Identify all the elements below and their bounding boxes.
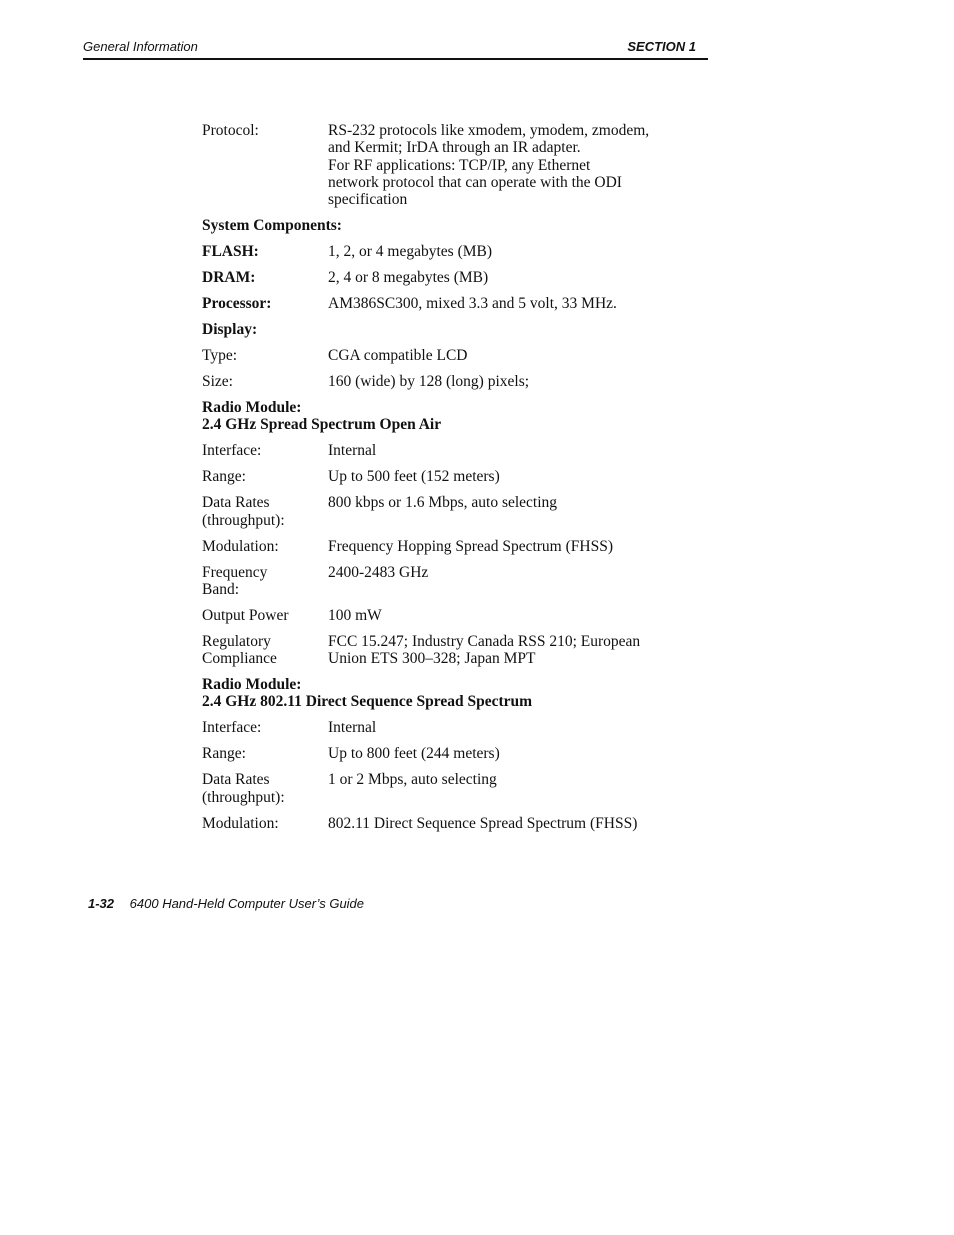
spec-label: FLASH: (202, 243, 259, 261)
spec-label: DRAM: (202, 269, 256, 287)
spec-label: Modulation: (202, 537, 279, 555)
heading-line: 2.4 GHz Spread Spectrum Open Air (202, 416, 442, 434)
spec-label-line: (throughput): (202, 788, 285, 806)
spec-label-line: Band: (202, 580, 240, 598)
spec-value: 800 kbps or 1.6 Mbps, auto selecting (328, 494, 558, 512)
spec-label (202, 494, 328, 529)
spec-label-line: Compliance (202, 650, 277, 668)
spec-value: 2400-2483 GHz (328, 563, 429, 581)
spec-value: 2, 4 or 8 megabytes (MB) (328, 269, 489, 287)
page-number: 1-32 (88, 896, 115, 911)
section-heading-radio-dsss (202, 676, 702, 711)
spec-row-range (202, 745, 702, 762)
spec-row-dram (202, 269, 702, 286)
spec-label: Size: (202, 373, 233, 391)
header-section-title: General Information (83, 39, 198, 54)
spec-label-line: Frequency (202, 563, 268, 581)
spec-label: Protocol: (202, 122, 259, 139)
heading-line: 2.4 GHz 802.11 Direct Sequence Spread Spectrum (202, 693, 533, 711)
section-heading-radio-open-air (202, 399, 702, 434)
spec-label: Type: (202, 347, 238, 365)
spec-value-line: and Kermit; IrDA through an IR adapter. (328, 139, 581, 157)
spec-label: Output Power (202, 606, 289, 624)
spec-value-line: RS-232 protocols like xmodem, ymodem, zmodem, (328, 122, 650, 139)
spec-label: Modulation: (202, 814, 279, 832)
spec-value: 160 (wide) by 128 (long) pixels; (328, 373, 530, 391)
spec-row-data-rates (202, 494, 702, 529)
spec-value: Frequency Hopping Spread Spectrum (FHSS) (328, 537, 613, 555)
spec-row-frequency-band (202, 564, 702, 599)
spec-value-line: For RF applications: TCP/IP, any Ethernet (328, 156, 591, 174)
spec-label (202, 771, 328, 806)
spec-content (202, 122, 702, 841)
header-section-number: SECTION 1 (627, 39, 696, 54)
spec-row-range (202, 468, 702, 485)
spec-row-regulatory (202, 633, 702, 668)
spec-value: Internal (328, 719, 377, 737)
spec-value: Internal (328, 442, 377, 460)
spec-row-interface (202, 719, 702, 736)
page-header (83, 38, 708, 60)
spec-label-line: Data Rates (202, 771, 270, 789)
spec-row-interface (202, 442, 702, 459)
spec-value: Up to 800 feet (244 meters) (328, 745, 500, 763)
spec-value (328, 122, 702, 208)
spec-row-display-type (202, 347, 702, 364)
heading-line: Radio Module: (202, 676, 302, 694)
spec-value: 1, 2, or 4 megabytes (MB) (328, 243, 493, 261)
spec-label: Range: (202, 745, 246, 763)
spec-label: Interface: (202, 719, 262, 737)
spec-value: 1 or 2 Mbps, auto selecting (328, 771, 497, 789)
spec-label: Interface: (202, 442, 262, 460)
spec-value: Up to 500 feet (152 meters) (328, 468, 500, 486)
spec-label-line: (throughput): (202, 511, 285, 529)
spec-row-data-rates (202, 771, 702, 806)
spec-row-modulation (202, 538, 702, 555)
spec-label-line: Data Rates (202, 494, 270, 512)
spec-row-processor (202, 295, 702, 312)
spec-label-line: Regulatory (202, 632, 271, 650)
spec-value: CGA compatible LCD (328, 347, 468, 365)
spec-row-flash (202, 243, 702, 260)
spec-value: 802.11 Direct Sequence Spread Spectrum (FHSS) (328, 814, 638, 832)
heading-line: Radio Module: (202, 399, 302, 417)
spec-value-line: network protocol that can operate with the ODI (328, 173, 622, 191)
document-title: 6400 Hand-Held Computer User’s Guide (129, 896, 365, 911)
spec-label: Processor: (202, 295, 272, 313)
spec-label: Range: (202, 468, 246, 486)
section-heading-display: Display: (202, 321, 258, 339)
spec-label (202, 564, 328, 599)
spec-value-line: Union ETS 300–328; Japan MPT (328, 650, 536, 668)
spec-value-line: FCC 15.247; Industry Canada RSS 210; European (328, 632, 641, 650)
spec-row-modulation (202, 815, 702, 832)
spec-row-output-power (202, 607, 702, 624)
spec-value (328, 633, 702, 668)
spec-label (202, 633, 328, 668)
spec-value-line: specification (328, 191, 408, 209)
page-footer (88, 896, 364, 911)
section-heading-system-components: System Components: (202, 217, 342, 235)
spec-row-display-size (202, 373, 702, 390)
spec-value: AM386SC300, mixed 3.3 and 5 volt, 33 MHz. (328, 295, 617, 313)
spec-value: 100 mW (328, 606, 382, 624)
spec-row-protocol (202, 122, 702, 208)
